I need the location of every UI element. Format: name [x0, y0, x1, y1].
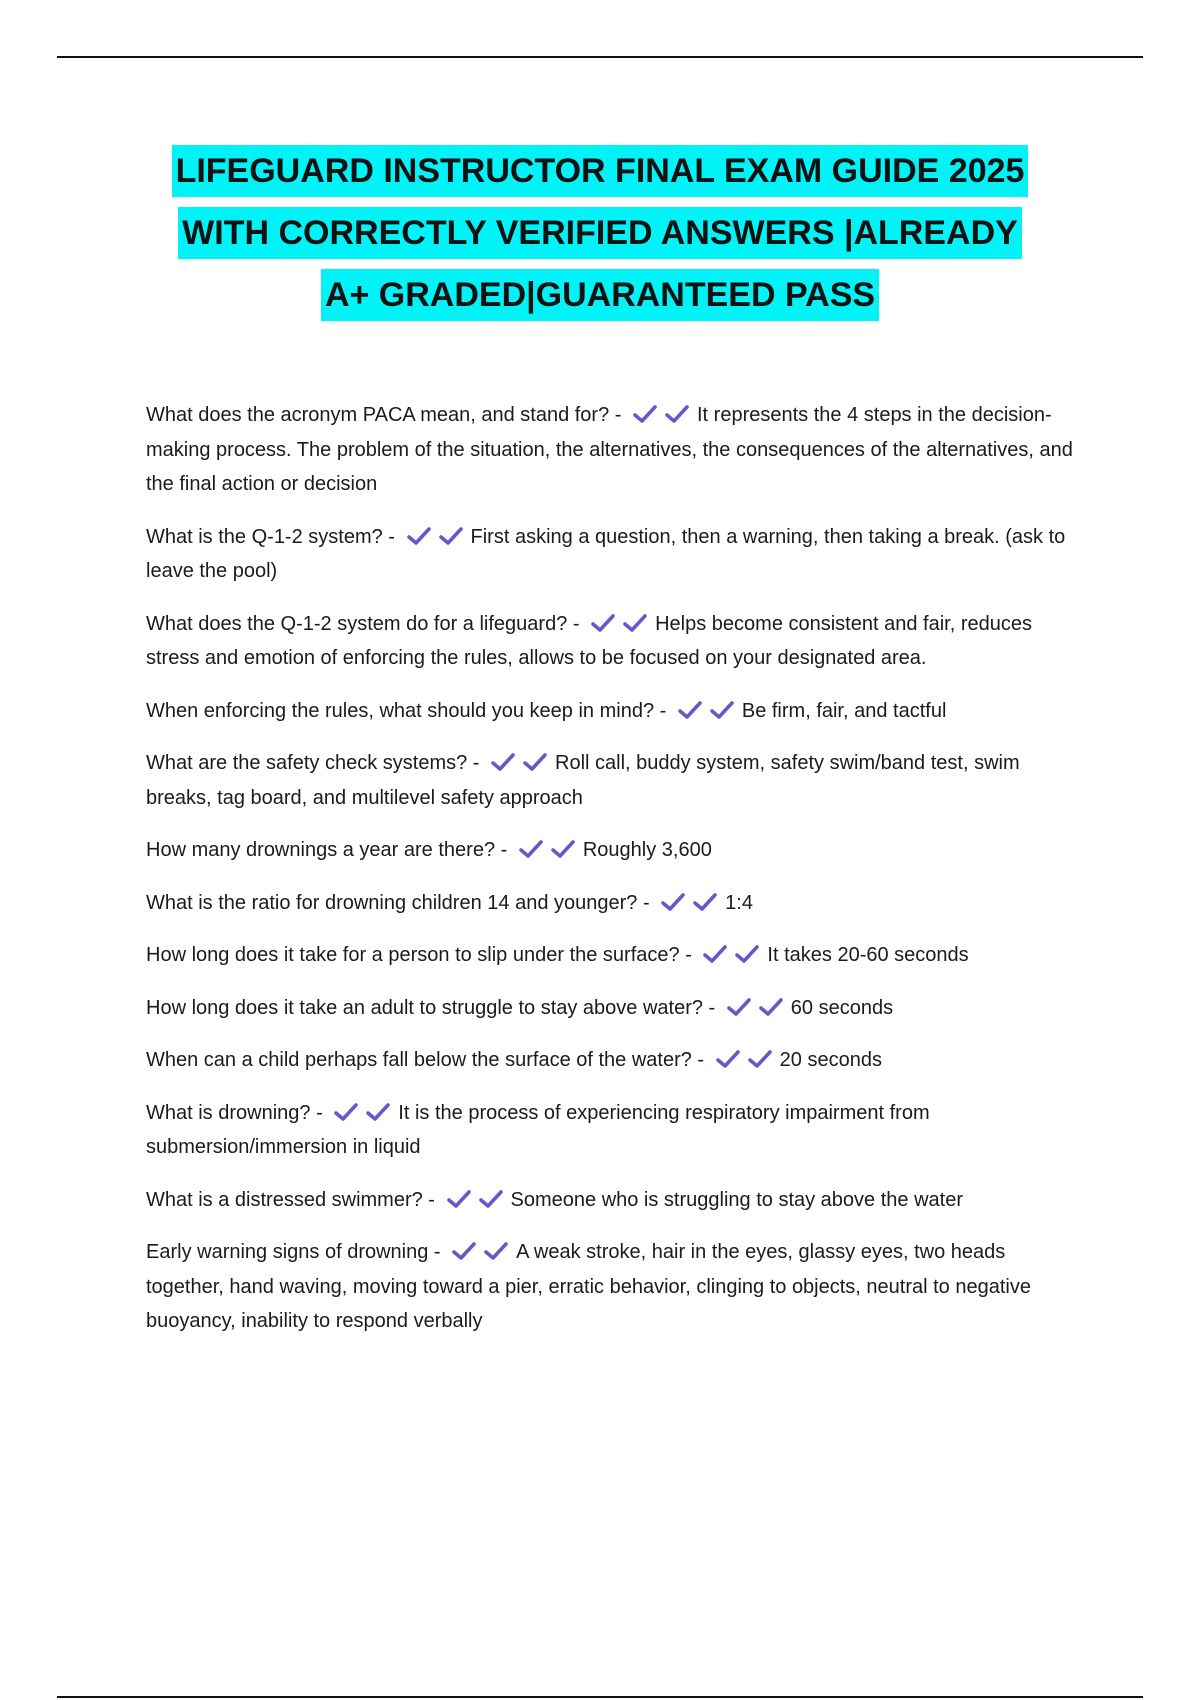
question-text: Early warning signs of drowning - — [146, 1241, 447, 1263]
answer-text: A weak stroke, hair in the eyes, glassy eyes, two heads together, hand waving, moving toward a pier, erratic behavior, clinging to objects, neutral to negative buoyancy, inability to respond verbally — [146, 1241, 1031, 1332]
check-icon — [334, 1102, 358, 1122]
qa-list — [146, 398, 1081, 1357]
check-icon — [439, 526, 463, 546]
question-text: How many drownings a year are there? - — [146, 839, 513, 861]
check-icon — [551, 839, 575, 859]
qa-item — [146, 398, 1081, 502]
check-icon — [484, 1241, 508, 1261]
answer-text: It takes 20-60 seconds — [767, 944, 969, 966]
check-icon — [716, 1049, 740, 1069]
check-icon — [452, 1241, 476, 1261]
qa-item — [146, 746, 1081, 815]
check-icon — [748, 1049, 772, 1069]
check-icon — [727, 997, 751, 1017]
qa-item — [146, 1096, 1081, 1165]
check-icon — [519, 839, 543, 859]
answer-text: It is the process of experiencing respiratory impairment from submersion/immersion in liquid — [146, 1101, 930, 1158]
check-icon — [661, 892, 685, 912]
check-icon — [710, 700, 734, 720]
question-text: What is drowning? - — [146, 1101, 329, 1124]
question-text: What is a distressed swimmer? - — [146, 1188, 441, 1211]
question-text: What does the Q-1-2 system do for a lifeguard? - — [146, 612, 586, 635]
check-icon — [523, 752, 547, 772]
title-line: A+ GRADED|GUARANTEED PASS — [321, 269, 879, 321]
answer-text: Roll call, buddy system, safety swim/band test, swim breaks, tag board, and multilevel safety approach — [146, 752, 1020, 809]
qa-item — [146, 694, 1081, 729]
bottom-divider — [57, 1696, 1143, 1698]
answer-text: It represents the 4 steps in the decision-making process. The problem of the situation, the alternatives, the consequences of the alternatives, and the final action or decision — [146, 404, 1073, 495]
question-text: How long does it take for a person to slip under the surface? - — [146, 944, 698, 966]
qa-item — [146, 886, 1081, 921]
check-icon — [447, 1189, 471, 1209]
answer-text: 60 seconds — [790, 996, 894, 1019]
qa-item — [146, 607, 1081, 676]
top-divider — [57, 56, 1143, 58]
answer-text: Be firm, fair, and tactful — [741, 699, 947, 722]
check-icon — [703, 944, 727, 964]
question-text: When enforcing the rules, what should you keep in mind? - — [146, 699, 672, 722]
title-line: WITH CORRECTLY VERIFIED ANSWERS |ALREADY — [178, 207, 1022, 259]
qa-item — [146, 991, 1081, 1026]
answer-text: 20 seconds — [779, 1049, 882, 1071]
document-title — [60, 140, 1140, 326]
qa-item — [146, 833, 1081, 868]
answer-text: Roughly 3,600 — [582, 839, 712, 861]
check-icon — [491, 752, 515, 772]
check-icon — [759, 997, 783, 1017]
qa-item — [146, 1235, 1081, 1339]
check-icon — [665, 404, 689, 424]
check-icon — [693, 892, 717, 912]
check-icon — [591, 613, 615, 633]
check-icon — [623, 613, 647, 633]
question-text: How long does it take an adult to struggle to stay above water? - — [146, 996, 721, 1019]
question-text: What does the acronym PACA mean, and stand for? - — [146, 404, 627, 426]
question-text: What is the ratio for drowning children 14 and younger? - — [146, 891, 656, 914]
question-text: What is the Q-1-2 system? - — [146, 525, 401, 548]
qa-item — [146, 938, 1081, 973]
answer-text: First asking a question, then a warning, then taking a break. (ask to leave the pool) — [146, 525, 1066, 582]
check-icon — [633, 404, 657, 424]
qa-item — [146, 1043, 1081, 1078]
answer-text: 1:4 — [725, 891, 753, 914]
qa-item — [146, 520, 1081, 589]
check-icon — [678, 700, 702, 720]
check-icon — [407, 526, 431, 546]
check-icon — [366, 1102, 390, 1122]
title-line: LIFEGUARD INSTRUCTOR FINAL EXAM GUIDE 2025 — [172, 145, 1029, 197]
check-icon — [735, 944, 759, 964]
question-text: What are the safety check systems? - — [146, 752, 486, 774]
check-icon — [479, 1189, 503, 1209]
qa-item — [146, 1183, 1081, 1218]
answer-text: Someone who is struggling to stay above the water — [510, 1188, 963, 1211]
answer-text: Helps become consistent and fair, reduces stress and emotion of enforcing the rules, allows to be focused on your designated area. — [146, 612, 1032, 669]
question-text: When can a child perhaps fall below the surface of the water? - — [146, 1049, 710, 1071]
